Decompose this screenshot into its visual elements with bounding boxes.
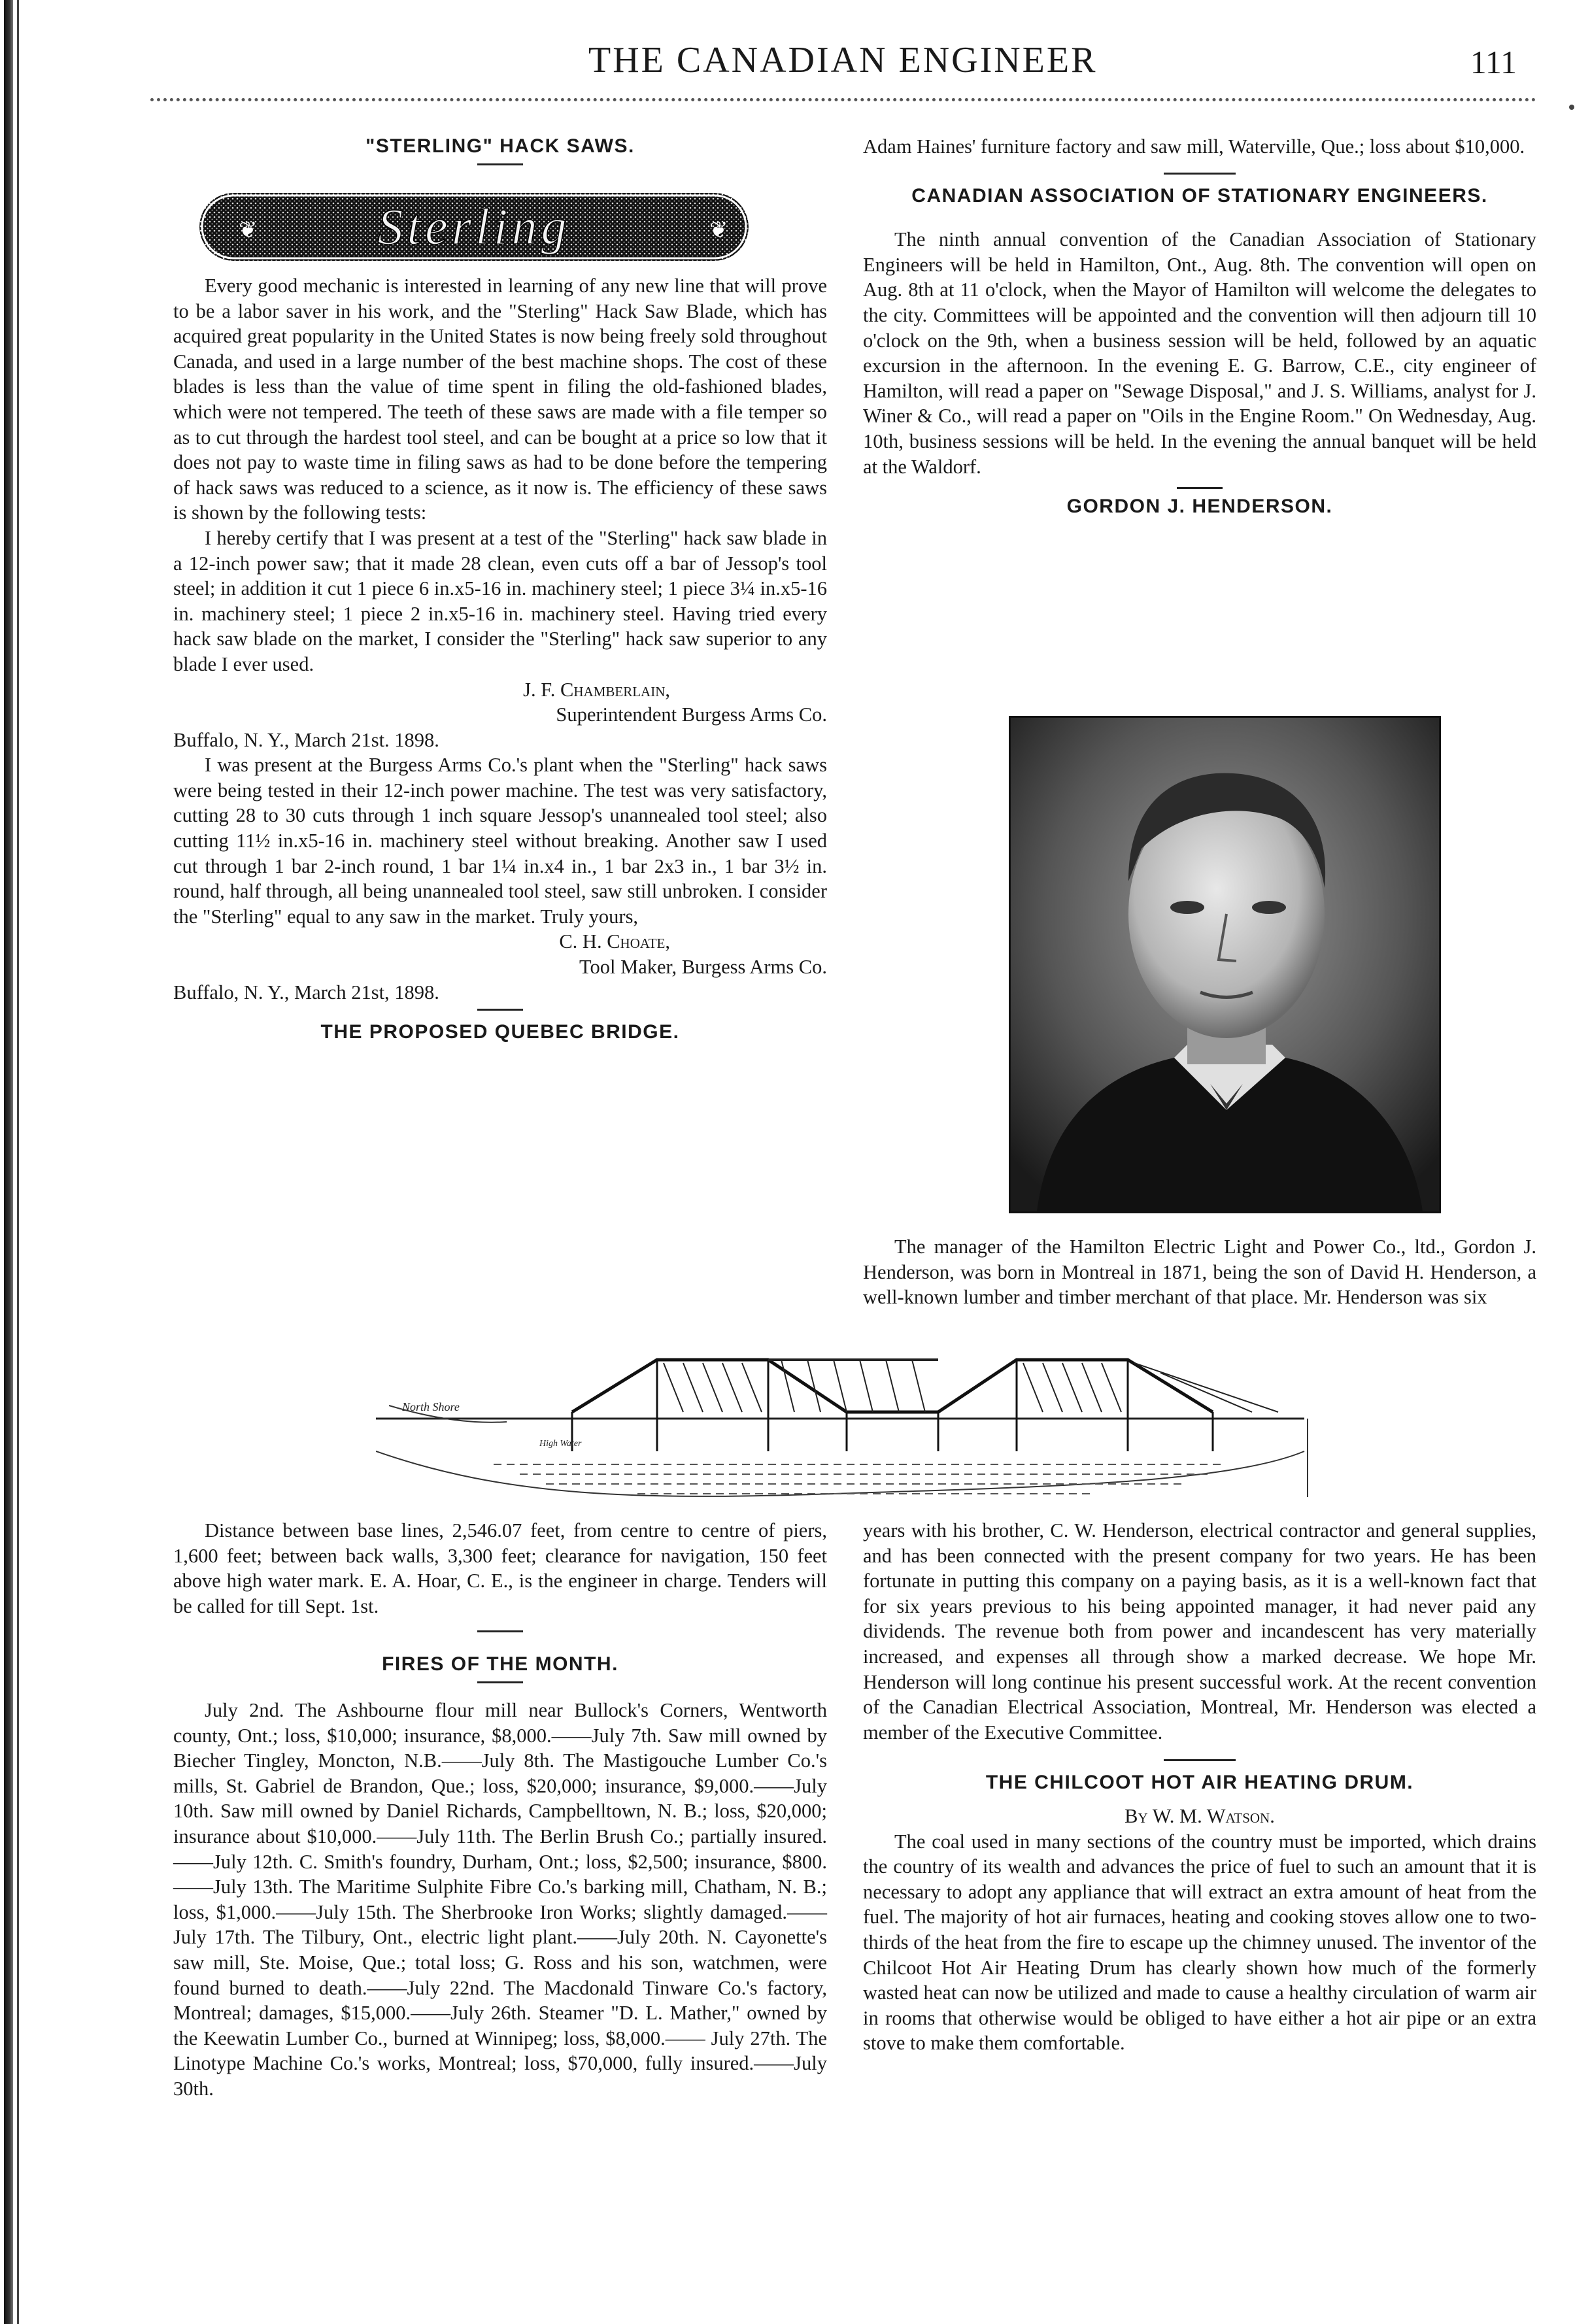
heading-rule	[477, 1681, 523, 1683]
henderson-portrait	[1009, 716, 1441, 1213]
sterling-logo	[199, 193, 749, 261]
section-rule	[1164, 173, 1236, 175]
print-speck	[1569, 105, 1574, 110]
section-rule	[477, 1630, 523, 1632]
section-rule	[1177, 487, 1223, 489]
bridge-heading: THE PROPOSED QUEBEC BRIDGE.	[320, 1021, 680, 1043]
hacksaw-heading: "STERLING" HACK SAWS.	[365, 135, 635, 157]
section-rule	[1164, 1759, 1236, 1761]
certificate-1: I hereby certify that I was present at a test of the "Sterling" hack saw blade in a 12-inch power saw; that it made 28 clean, even cuts off a bar of Jessop's tool steel; in addition it cut 1 piece 6 in.x5-16 in. machinery steel; 1 piece 3¼ in.x5-16 in. machinery steel; 1 piece 2 in.x5-16 in. machinery steel. Having tried every hack saw blade on the market, I consider the "Sterling" hack saw superior to any blade I ever used.	[173, 526, 827, 675]
section-rule	[477, 1009, 523, 1011]
chilcoot-byline: By W. M. Watson.	[1125, 1804, 1275, 1827]
north-shore-label: North Shore	[402, 1400, 460, 1413]
journal-title: THE CANADIAN ENGINEER	[588, 40, 1098, 80]
henderson-intro: The manager of the Hamilton Electric Light and Power Co., ltd., Gordon J. Henderson, was born in Montreal in 1871, being the son of David H. Henderson, a well-known lumber and timber merchant of that place. Mr. Henderson was six	[863, 1236, 1536, 1309]
bridge-caption: Distance between base lines, 2,546.07 feet, from centre to centre of piers, 1,600 feet; between back walls, 3,300 feet; clearance for navigation, 150 feet above high water mark. E. A. Hoar, C. E., is the engineer in charge. Tenders will be called for till Sept. 1st.	[173, 1519, 827, 1617]
left-column-lower	[173, 1518, 827, 2101]
right-column	[863, 134, 1536, 520]
signature-1-name: J. F. Chamberlain,	[523, 678, 670, 701]
fires-heading: FIRES OF THE MONTH.	[382, 1653, 618, 1676]
stationary-body: The ninth annual convention of the Canadian Association of Stationary Engineers will be held in Hamilton, Ont., Aug. 8th. The convention will open on Aug. 8th at 11 o'clock, when the Mayor of Hamilton will welcome the delegates to the city. Committees will be appointed and the convention will then adjourn till 10 o'clock on the 9th, when a business session will be held, followed by an aquatic excursion in the afternoon. In the evening E. G. Barrow, C.E., city engineer of Hamilton, will read a paper on "Sewage Disposal," and J. S. Williams, analyst for J. Winer & Co., will read a paper on "Oils in the Engine Room." On Wednesday, Aug. 10th, business sessions will be held. In the evening the annual banquet will be held at the Waldorf.	[863, 228, 1536, 478]
logo-ornament-right: ❦	[709, 218, 728, 243]
signature-2-name: C. H. Choate,	[559, 930, 670, 953]
binding-edge	[4, 0, 13, 2324]
fires-body: July 2nd. The Ashbourne flour mill near Bullock's Corners, Wentworth county, Ont.; loss, $10,000; insurance, $8,000.——July 7th. Saw mill owned by Biecher Tingley, Moncton, N.B.——July 8th. The Mastigouche Lumber Co.'s mills, St. Gabriel de Brandon, Que.; loss, $20,000; insurance, $9,000.——July 10th. Saw mill owned by Daniel Richards, Campbelltown, N. B.; loss, $20,000; insurance about $10,000.——July 11th. The Berlin Brush Co.; partially insured.——July 12th. C. Smith's foundry, Durham, Ont.; loss, $2,500; insurance, $800.——July 13th. The Maritime Sulphite Fibre Co.'s barking mill, Chatham, N. B.; loss, $1,000.——July 15th. The Sherbrooke Iron Works; slightly damaged.——July 17th. The Tilbury, Ont., electric light plant.——July 20th. N. Cayonette's saw mill, Ste. Moise, Que.; total loss; G. Ross and his son, watchmen, were found burned to death.——July 22nd. The Macdonald Tinware Co.'s factory, Montreal; damages, $15,000.——July 26th. Steamer "D. L. Mather," owned by the Keewatin Lumber Co., burned at Winnipeg; loss, $8,000.—— July 27th. The Linotype Machine Co.'s works, Montreal; loss, $70,000, fully insured.——July 30th.	[173, 1698, 827, 2100]
certificate-2: I was present at the Burgess Arms Co.'s plant when the "Sterling" hack saws were being tested in their 12-inch power machine. The test was very satisfactory, cutting 28 to 30 cuts through 1 inch square Jessop's unannealed tool steel; also cutting 11½ in.x5-16 in. machinery steel without breaking. Another saw I used cut through 1 bar 2-inch round, 1 bar 1¼ in.x4 in., 1 bar 2x3 in., 1 bar 3½ in. round, half through, all being unannealed tool steel, saw still unbroken. I consider the "Sterling" equal to any saw in the market. Truly yours,	[173, 754, 827, 928]
hacksaw-article	[173, 273, 827, 1045]
left-column	[173, 134, 827, 165]
binding-line	[17, 0, 19, 2324]
logo-text: Sterling	[377, 198, 571, 255]
signature-1-title: Superintendent Burgess Arms Co.	[556, 703, 827, 726]
high-water-label: High Water	[539, 1439, 582, 1449]
signature-1-place: Buffalo, N. Y., March 21st. 1898.	[173, 728, 439, 751]
logo-ornament-left: ❦	[239, 218, 258, 243]
page-number: 111	[1470, 44, 1517, 80]
signature-2-title: Tool Maker, Burgess Arms Co.	[579, 956, 827, 979]
heading-rule	[477, 163, 523, 165]
right-column-lower	[863, 1518, 1536, 2056]
hacksaw-body: Every good mechanic is interested in learning of any new line that will prove to be a labor saver in his work, and the "Sterling" Hack Saw Blade, which has acquired great popularity in the United States is now being freely sold throughout Canada, and used in a large number of the best machine shops. The cost of these blades is less than the value of time spent in filing the old-fashioned blades, which were not tempered. The teeth of these saws are made with a file temper so as to cut through the hardest tool steel, and can be bought at a price so low that it does not pay to waste time in filing saws as had to be done before the tempering of hack saws was reduced to a science, as it now is. The efficiency of these saws is shown by the following tests:	[173, 275, 827, 524]
henderson-heading: GORDON J. HENDERSON.	[1066, 496, 1333, 518]
signature-2-place: Buffalo, N. Y., March 21st, 1898.	[173, 981, 439, 1003]
continued-fire-item: Adam Haines' furniture factory and saw mill, Waterville, Que.; loss about $10,000.	[863, 135, 1525, 158]
chilcoot-body: The coal used in many sections of the country must be imported, which drains the country of its wealth and advances the price of fuel to such an amount that it is necessary to adopt any appliance that will extract an extra amount of heat from the fuel. The majority of hot air furnaces, heating and cooking stoves allow one to two-thirds of the heat from the fire to escape up the chimney unused. The inventor of the Chilcoot Hot Air Heating Drum has clearly shown how much of the formerly wasted heat can now be utilized and made to cause a healthy circulation of warm air in rooms that otherwise would be obliged to have either a hot air pipe or an extra stove to make them comfortable.	[863, 1830, 1536, 2055]
chilcoot-heading: THE CHILCOOT HOT AIR HEATING DRUM.	[985, 1772, 1414, 1794]
henderson-intro-block	[863, 1234, 1536, 1310]
quebec-bridge-illustration	[376, 1334, 1527, 1504]
henderson-continued: years with his brother, C. W. Henderson, electrical contractor and general supplies, and has been connected with the present company for two years. He has been fortunate in putting this company on a paying basis, as it is a well-known fact that for six years previous to his being appointed manager, it had never paid any dividends. The revenue both from power and incandescent has very materially increased, and expenses all through show a marked decrease. We hope Mr. Henderson will long continue his present successful work. At the recent convention of the Canadian Electrical Association, Montreal, Mr. Henderson was elected a member of the Executive Committee.	[863, 1519, 1536, 1743]
page-header	[190, 39, 1536, 105]
stationary-heading: CANADIAN ASSOCIATION OF STATIONARY ENGINEERS.	[911, 184, 1488, 207]
header-divider	[150, 98, 1536, 104]
